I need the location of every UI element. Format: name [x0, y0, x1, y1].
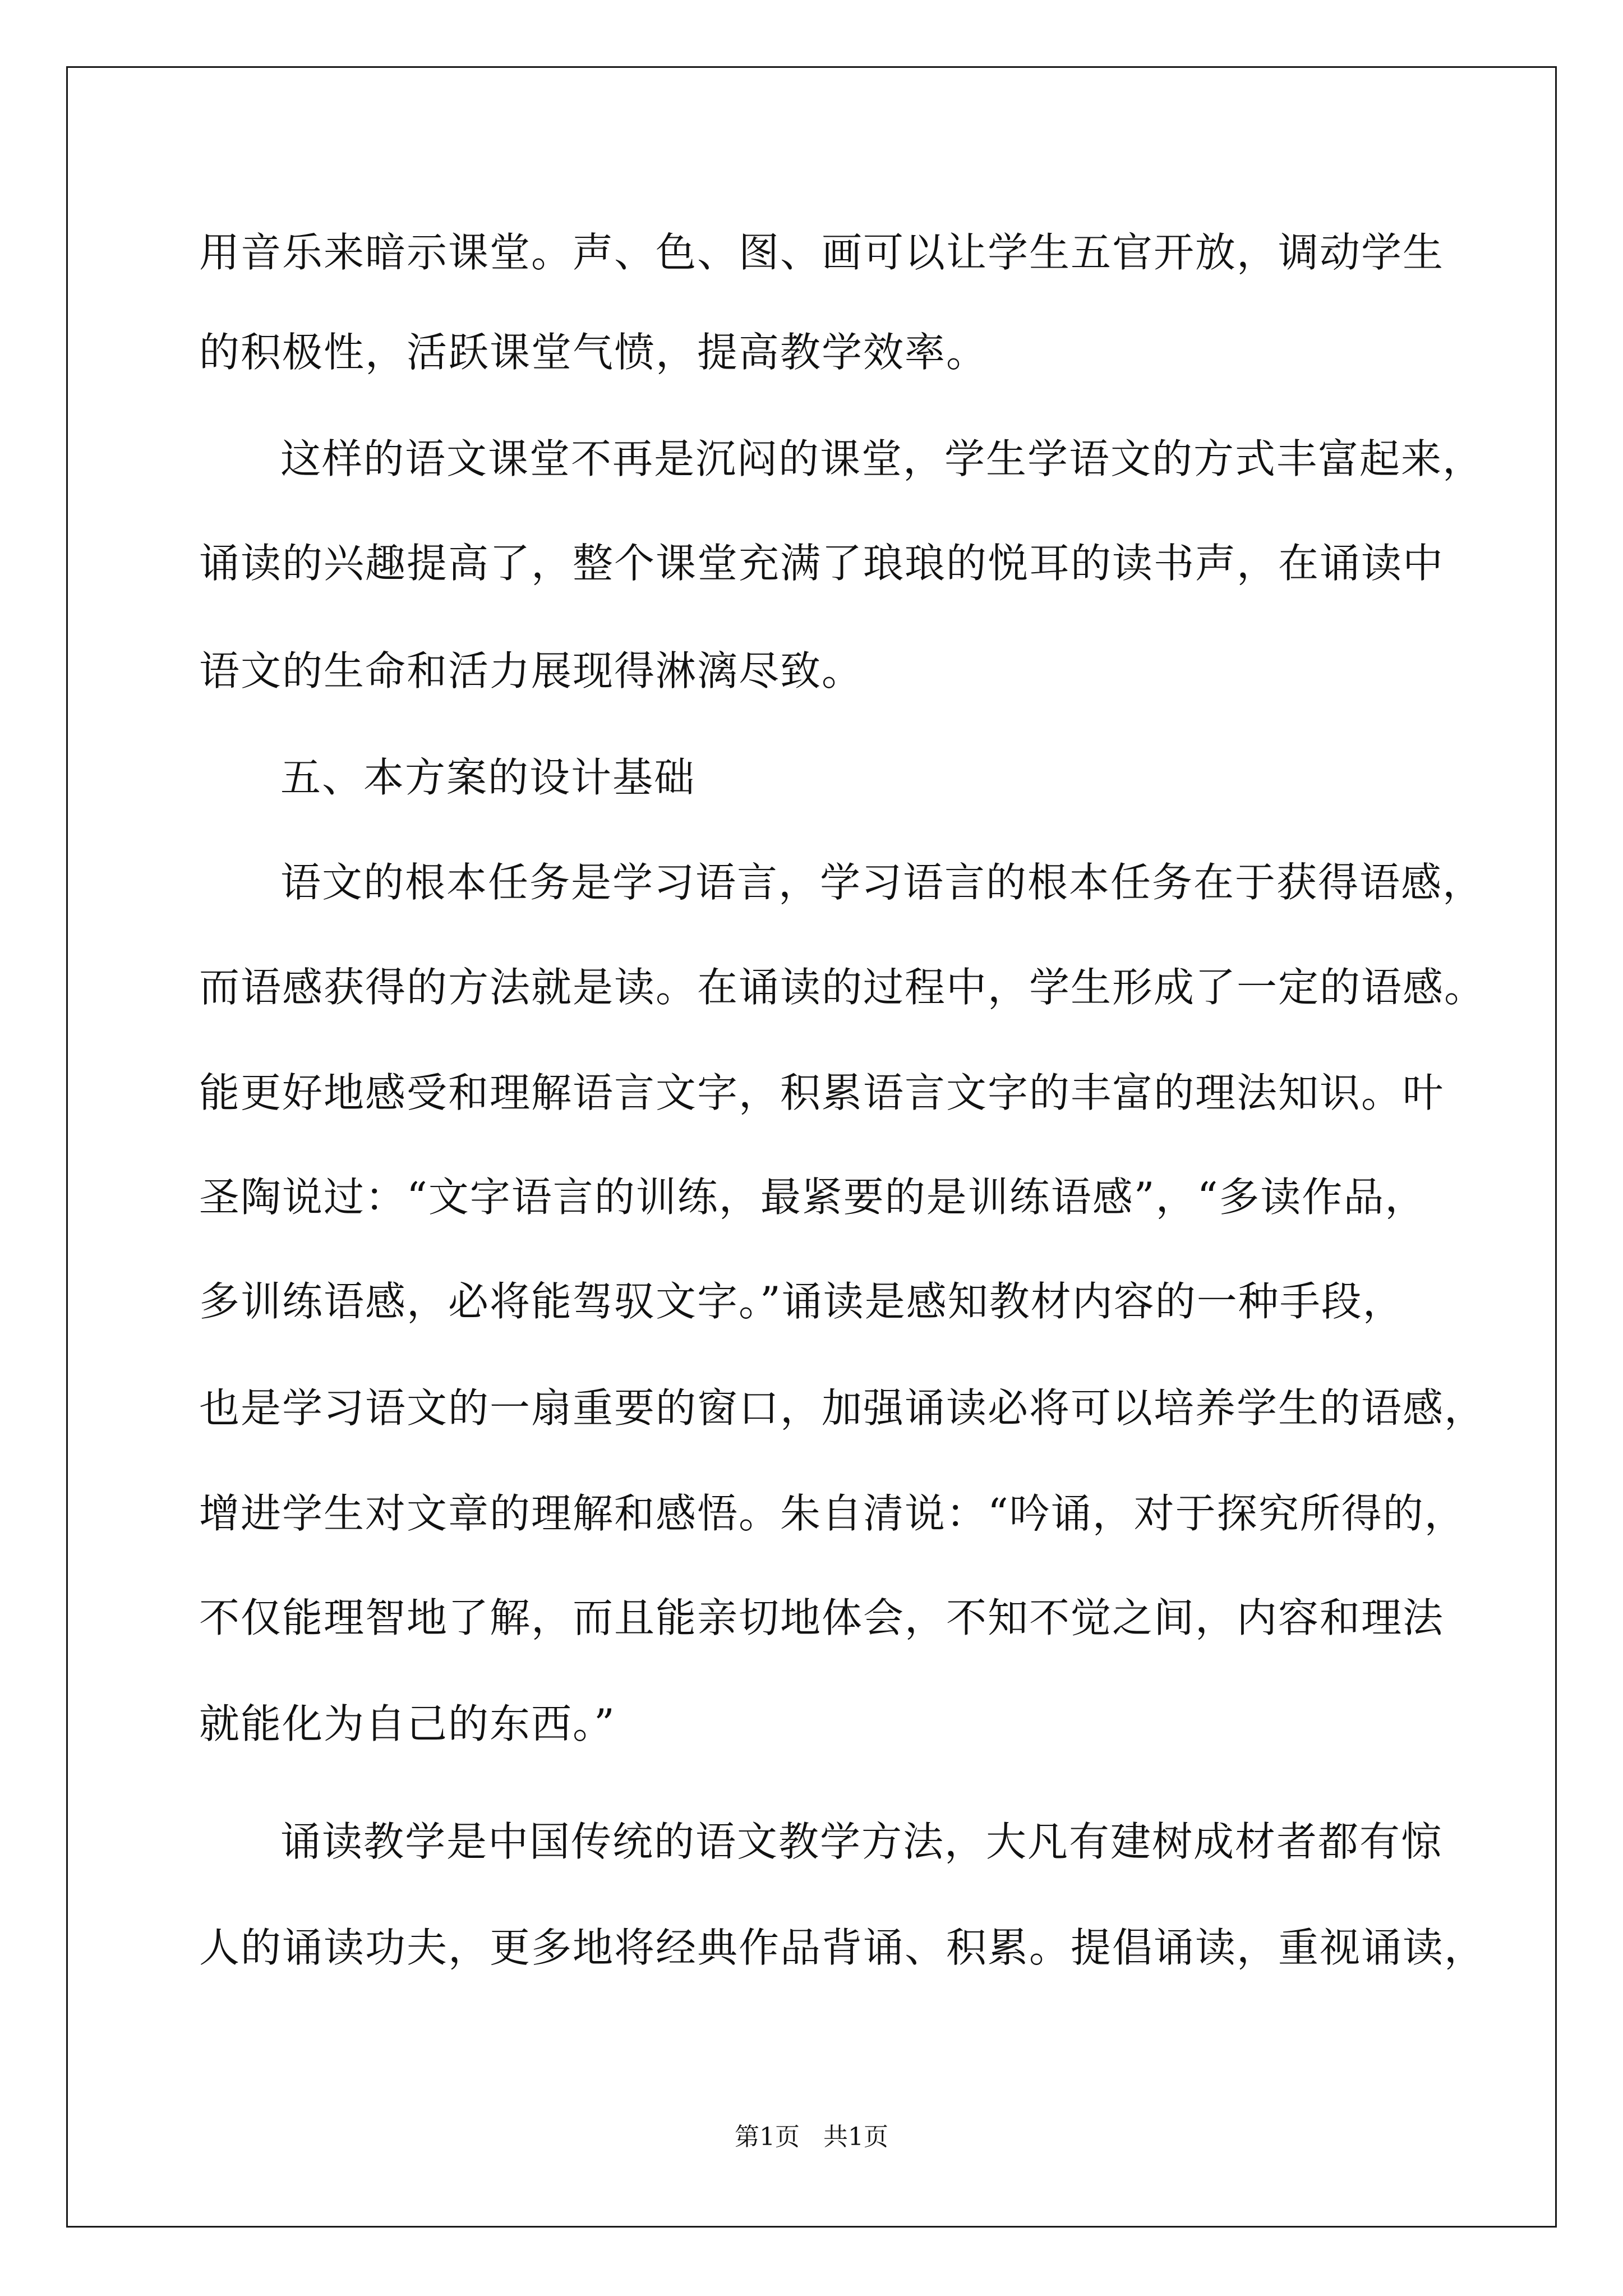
text-line: 诵读教学是中国传统的语文教学方法，大凡有建树成材者都有惊	[280, 1818, 1443, 1865]
text-line: 多训练语感，必将能驾驭文字。”诵读是感知教材内容的一种手段，	[199, 1278, 1404, 1325]
text-line: 用音乐来暗示课堂。声、色、图、画可以让学生五官开放，调动学生	[199, 229, 1445, 276]
page-number-footer: 第1页 共1页	[735, 2123, 888, 2151]
text-line: 圣陶说过：“文字语言的训练，最紧要的是训练语感”，“多读作品，	[199, 1174, 1427, 1221]
text-line: 这样的语文课堂不再是沉闷的课堂，学生学语文的方式丰富起来，	[280, 435, 1484, 482]
text-line: 诵读的兴趣提高了，整个课堂充满了琅琅的悦耳的读书声，在诵读中	[199, 540, 1445, 587]
text-line: 而语感获得的方法就是读。在诵读的过程中，学生形成了一定的语感。	[199, 964, 1486, 1011]
section-heading: 五、本方案的设计基础	[280, 754, 696, 801]
text-line: 能更好地感受和理解语言文字，积累语言文字的丰富的理法知识。叶	[199, 1069, 1445, 1116]
text-line: 语文的生命和活力展现得淋漓尽致。	[199, 647, 864, 694]
text-line: 语文的根本任务是学习语言，学习语言的根本任务在于获得语感，	[280, 859, 1484, 906]
text-line: 人的诵读功夫，更多地将经典作品背诵、积累。提倡诵读，重视诵读，	[199, 1924, 1486, 1971]
text-line: 就能化为自己的东西。”	[199, 1700, 616, 1747]
text-line: 增进学生对文章的理解和感悟。朱自清说：“吟诵，对于探究所得的，	[199, 1490, 1466, 1537]
text-line: 不仅能理智地了解，而且能亲切地体会，不知不觉之间，内容和理法	[199, 1594, 1445, 1641]
text-line: 也是学习语文的一扇重要的窗口，加强诵读必将可以培养学生的语感，	[199, 1384, 1486, 1432]
text-line: 的积极性，活跃课堂气愤，提高教学效率。	[199, 329, 988, 376]
page-border	[66, 66, 1557, 2228]
